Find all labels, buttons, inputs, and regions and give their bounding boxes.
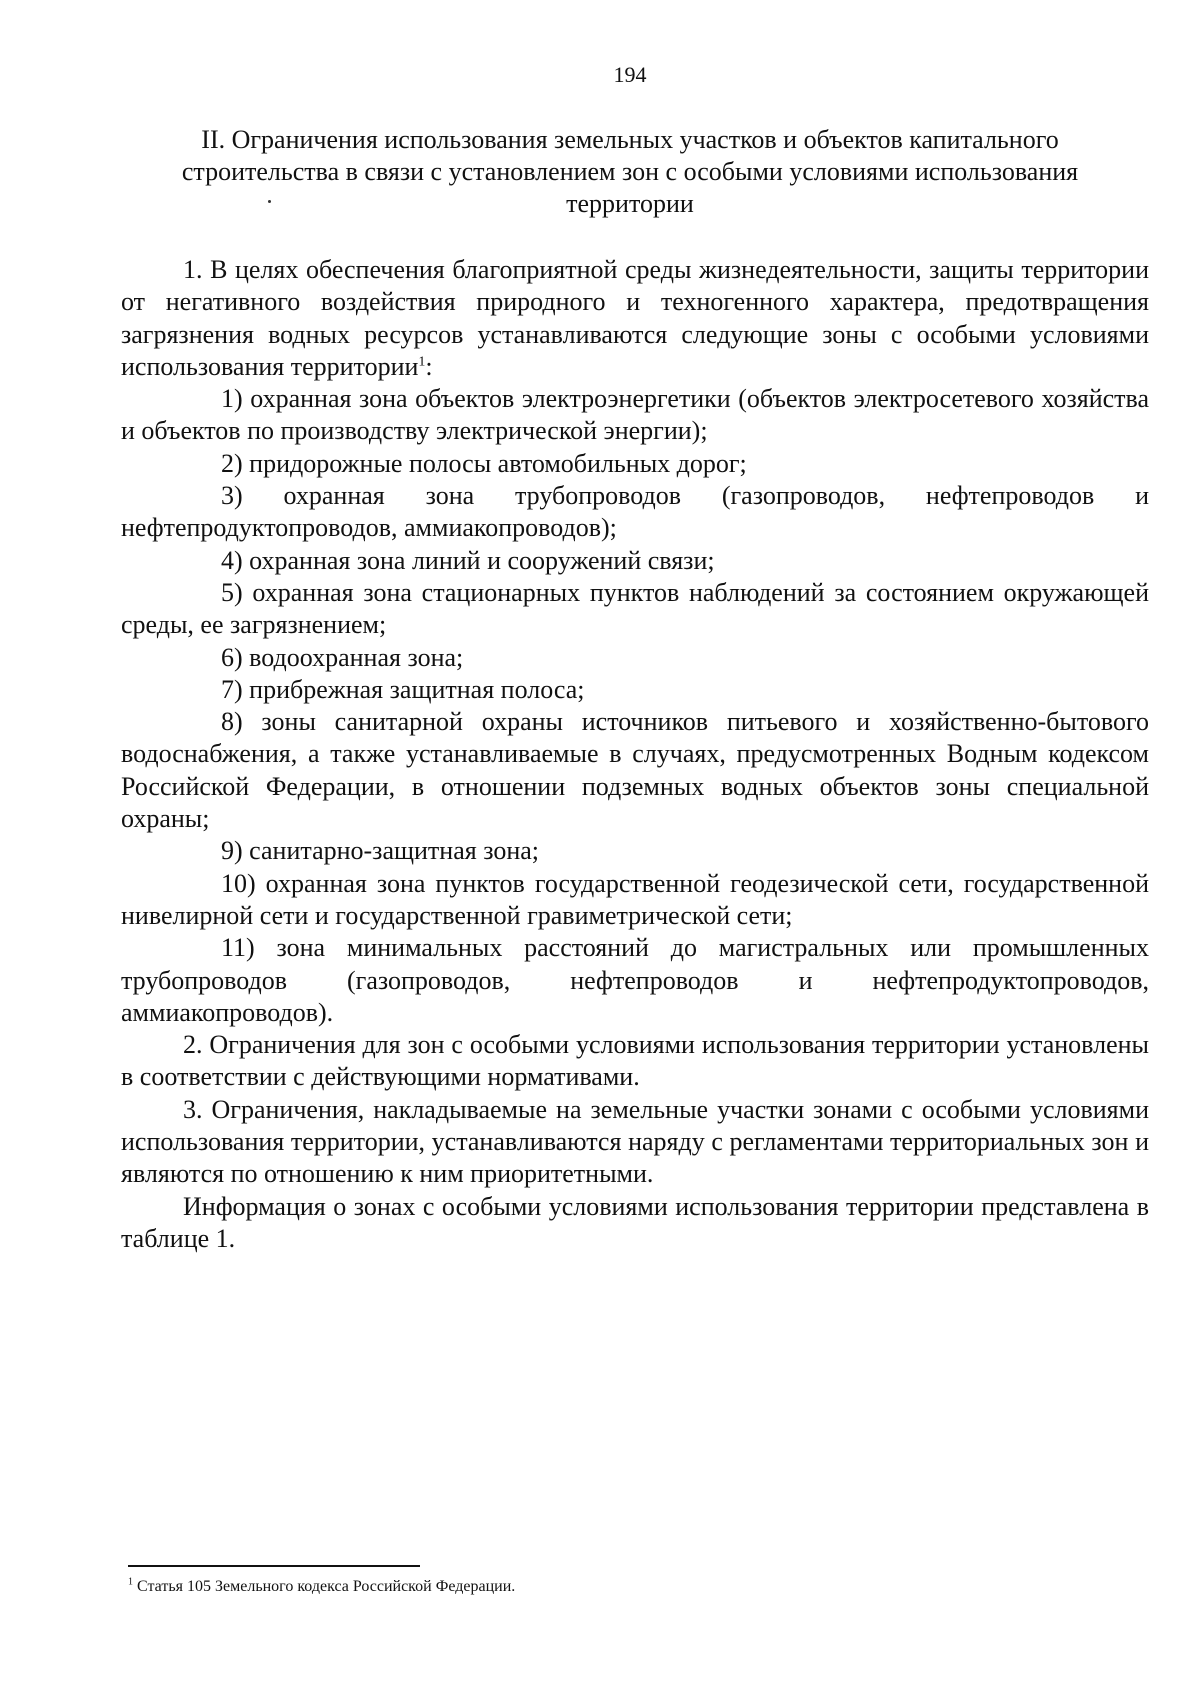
- zone-item: 10) охранная зона пунктов государственной геодезической сети, государственной нивелирной сети и государственной гравиметрической сети;: [121, 868, 1149, 930]
- paragraph-3: 3. Ограничения, накладываемые на земельные участки зонами с особыми условиями использования территории, устанавливаются наряду с регламентами территориальных зон и являются по отношению к ним приоритетными.: [121, 1094, 1149, 1189]
- intro-tail: :: [425, 351, 433, 381]
- scan-speck: [268, 200, 271, 203]
- zone-item: 11) зона минимальных расстояний до магистральных или промышленных трубопроводов (газопроводов, нефтепроводов и нефтепродуктопроводов, аммиакопроводов).: [121, 933, 1149, 1027]
- footnote-marker: 1: [128, 1576, 133, 1588]
- section-title-line: II. Ограничения использования земельных участков и объектов капитального: [201, 125, 1059, 154]
- zone-item: 2) придорожные полосы автомобильных дорог;: [221, 448, 747, 478]
- table-reference-paragraph: Информация о зонах с особыми условиями использования территории представлена в таблице 1.: [121, 1191, 1149, 1253]
- footnote-separator: [128, 1565, 420, 1567]
- page-number: 194: [613, 62, 647, 87]
- intro-paragraph: [121, 254, 1149, 383]
- zone-item: 8) зоны санитарной охраны источников питьевого и хозяйственно-бытового водоснабжения, а также устанавливаемые в случаях, предусмотренных Водным кодексом Российской Федерации, в отношении подземных водных объектов зоны специальной охраны;: [121, 707, 1149, 834]
- zone-item: 7) прибрежная защитная полоса;: [221, 674, 585, 704]
- zone-item: 1) охранная зона объектов электроэнергетики (объектов электросетевого хозяйства и объектов по производству электрической энергии);: [121, 384, 1149, 446]
- zone-item: 5) охранная зона стационарных пунктов наблюдений за состоянием окружающей среды, ее загрязнением;: [121, 577, 1149, 640]
- footnote-text: Статья 105 Земельного кодекса Российской Федерации.: [137, 1578, 516, 1595]
- paragraph-2: 2. Ограничения для зон с особыми условиями использования территории установлены в соответствии с действующими нормативами.: [121, 1030, 1149, 1092]
- footnote: [128, 1577, 515, 1597]
- document-body: [121, 254, 1149, 1255]
- zone-item: 6) водоохранная зона;: [221, 642, 464, 672]
- footnote-reference[interactable]: 1: [418, 354, 426, 370]
- section-title: [130, 124, 1130, 220]
- zone-item: 4) охранная зона линий и сооружений связи;: [221, 545, 715, 575]
- intro-text: 1. В целях обеспечения благоприятной среды жизнедеятельности, защиты территории от негативного воздействия природного и техногенного характера, предотвращения загрязнения водных ресурсов устанавливаются следующие зоны с особыми условиями использования территории: [121, 255, 1149, 381]
- section-title-line: территории: [566, 189, 694, 218]
- zone-item: 9) санитарно-защитная зона;: [221, 836, 539, 866]
- zone-item: 3) охранная зона трубопроводов (газопроводов, нефтепроводов и нефтепродуктопроводов, аммиакопроводов);: [121, 481, 1149, 543]
- section-title-line: строительства в связи с установлением зон с особыми условиями использования: [181, 157, 1079, 186]
